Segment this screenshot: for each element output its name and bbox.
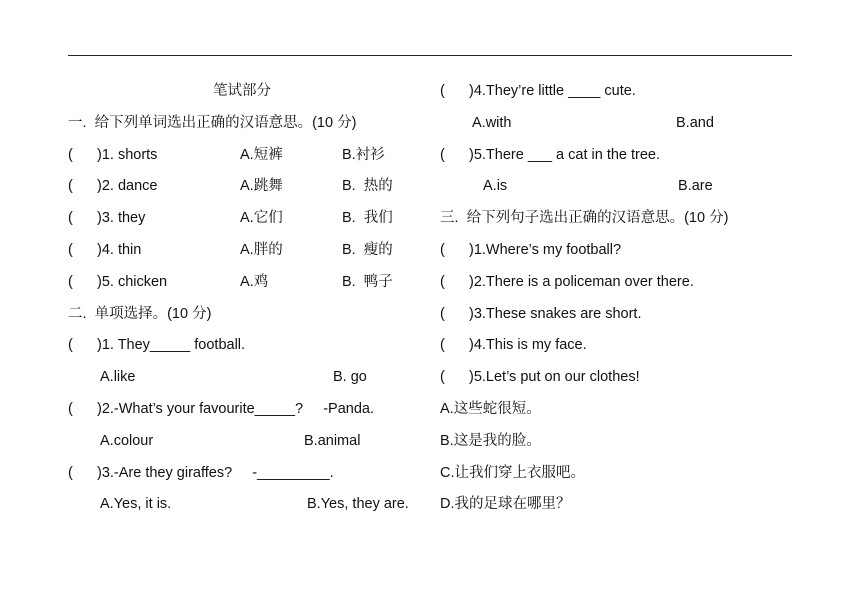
item-word: )1. shorts (97, 146, 158, 163)
left-column (68, 82, 448, 527)
answer-paren[interactable]: ( (440, 146, 445, 163)
part2-heading: 二. 单项选择。(10 分) (68, 305, 212, 322)
part3-option-b (440, 432, 820, 464)
translation-option: D.我的足球在哪里？ (440, 496, 571, 513)
part1-heading-row (68, 114, 448, 146)
item-word: )2. dance (97, 178, 158, 195)
part1-item-2 (68, 177, 448, 209)
sentence: )1.Where’s my football? (469, 241, 622, 258)
question-stem: )4.They’re little ____ cute. (469, 83, 636, 99)
answer-paren[interactable]: ( (68, 273, 73, 290)
part2-q3 (68, 464, 448, 496)
part1-heading: 一. 给下列单词选出正确的汉语意思。(10 分) (68, 114, 357, 131)
translation-option: A.这些蛇很短。 (440, 400, 541, 417)
part1-item-4 (68, 241, 448, 273)
part2-q5 (440, 146, 820, 178)
question-stem: )2.-What’s your favourite_____? -Panda. (97, 400, 374, 417)
sentence: )3.These snakes are short. (469, 305, 642, 322)
part2-heading-row (68, 305, 448, 337)
part3-heading: 三. 给下列句子选出正确的汉语意思。(10 分) (440, 210, 729, 227)
option-a: A.短裤 (240, 146, 283, 163)
part2-q2 (68, 400, 448, 432)
part3-item-2 (440, 273, 820, 305)
option-b: B. 鸭子 (342, 273, 393, 290)
answer-paren[interactable]: ( (68, 464, 73, 481)
option-b: B. 热的 (342, 178, 393, 195)
option-a: A.colour (100, 432, 154, 449)
part2-q3-options (68, 495, 448, 527)
part3-item-1 (440, 241, 820, 273)
part1-item-3 (68, 209, 448, 241)
page-title: 笔试部分 (213, 83, 271, 99)
part2-q4-options (440, 114, 820, 146)
page-title-row (68, 82, 448, 114)
part3-item-4 (440, 336, 820, 368)
option-a: A.is (483, 178, 508, 195)
option-b: B. 瘦的 (342, 241, 393, 258)
option-b: B.and (676, 114, 714, 131)
answer-paren[interactable]: ( (68, 400, 73, 417)
item-word: )3. they (97, 210, 146, 227)
answer-paren[interactable]: ( (68, 337, 73, 354)
answer-paren[interactable]: ( (68, 178, 73, 195)
translation-option: B.这是我的脸。 (440, 432, 541, 449)
option-a: A.鸡 (240, 273, 269, 290)
part2-q1 (68, 336, 448, 368)
option-a: A.like (100, 369, 136, 386)
item-word: )5. chicken (97, 273, 168, 290)
right-column (440, 82, 820, 527)
question-stem: )5.There ___ a cat in the tree. (469, 146, 661, 163)
part3-heading-row (440, 209, 820, 241)
option-b: B.衬衫 (342, 146, 385, 163)
part3-item-5 (440, 368, 820, 400)
option-a: A.胖的 (240, 241, 283, 258)
part3-option-d (440, 495, 820, 527)
part2-q4 (440, 82, 820, 114)
answer-paren[interactable]: ( (440, 83, 445, 99)
part2-q2-options (68, 432, 448, 464)
part3-item-3 (440, 305, 820, 337)
sentence: )5.Let’s put on our clothes! (469, 369, 640, 386)
option-b: B.animal (304, 432, 361, 449)
answer-paren[interactable]: ( (440, 305, 445, 322)
translation-option: C.让我们穿上衣服吧。 (440, 464, 585, 481)
answer-paren[interactable]: ( (440, 369, 445, 386)
option-a: A.跳舞 (240, 178, 283, 195)
answer-paren[interactable]: ( (68, 241, 73, 258)
option-b: B. 我们 (342, 210, 393, 227)
question-stem: )1. They_____ football. (97, 337, 246, 354)
option-b: B.Yes, they are. (307, 496, 409, 513)
part3-option-a (440, 400, 820, 432)
answer-paren[interactable]: ( (68, 210, 73, 227)
part1-item-5 (68, 273, 448, 305)
option-b: B.are (678, 178, 713, 195)
question-stem: )3.-Are they giraffes? -_________. (97, 464, 334, 481)
answer-paren[interactable]: ( (440, 337, 445, 354)
top-rule (68, 55, 792, 56)
option-b: B. go (333, 369, 367, 386)
answer-paren[interactable]: ( (440, 273, 445, 290)
sentence: )4.This is my face. (469, 337, 587, 354)
answer-paren[interactable]: ( (440, 241, 445, 258)
option-a: A.Yes, it is. (100, 496, 172, 513)
part2-q1-options (68, 368, 448, 400)
item-word: )4. thin (97, 241, 142, 258)
answer-paren[interactable]: ( (68, 146, 73, 163)
option-a: A.它们 (240, 210, 283, 227)
sentence: )2.There is a policeman over there. (469, 273, 694, 290)
part3-option-c (440, 464, 820, 496)
option-a: A.with (472, 114, 512, 131)
part1-item-1 (68, 146, 448, 178)
part2-q5-options (440, 177, 820, 209)
